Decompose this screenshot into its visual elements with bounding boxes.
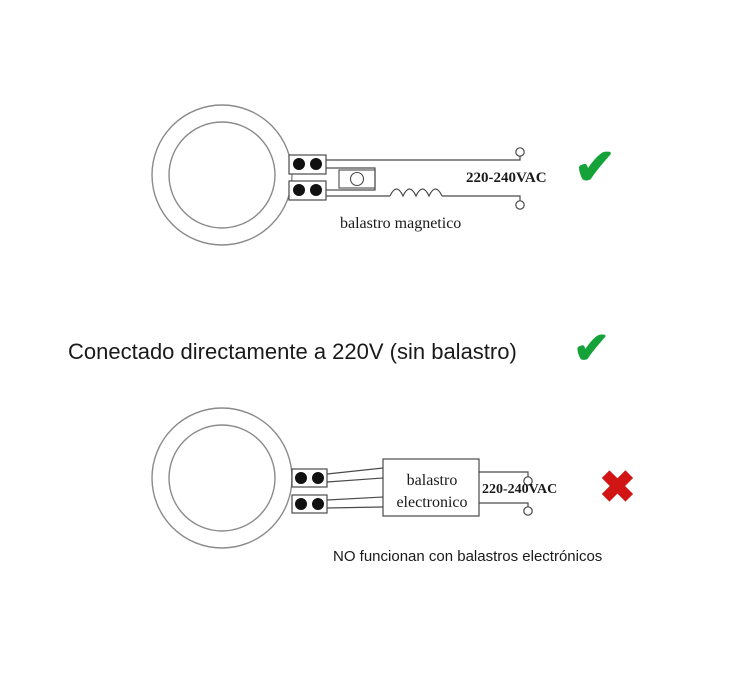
electronic-ballast-warning-note: NO funcionan con balastros electrónicos bbox=[333, 548, 603, 565]
check-mark-icon-top: ✔ bbox=[574, 139, 616, 195]
top-voltage-label: 220-240VAC bbox=[466, 170, 547, 186]
bottom-connector-block bbox=[292, 469, 327, 513]
cross-mark-icon-bottom: ✖ bbox=[599, 463, 636, 512]
top-magnetic-ballast-coil bbox=[390, 189, 442, 196]
electronic-ballast-label bbox=[393, 470, 471, 513]
direct-connection-note: Conectado directamente a 220V (sin balastro) bbox=[68, 339, 517, 364]
bottom-lamp-tube bbox=[152, 408, 292, 548]
top-lamp-tube bbox=[152, 105, 292, 245]
check-mark-icon-middle: ✔ bbox=[573, 324, 610, 373]
electronic-ballast-label-line2: electronico bbox=[396, 493, 468, 511]
top-starter-symbol bbox=[339, 170, 375, 188]
magnetic-ballast-label: balastro magnetico bbox=[340, 215, 462, 232]
top-connector-block bbox=[289, 155, 326, 200]
bottom-voltage-label: 220-240VAC bbox=[482, 482, 558, 497]
electronic-ballast-label-line1: balastro bbox=[406, 472, 458, 489]
